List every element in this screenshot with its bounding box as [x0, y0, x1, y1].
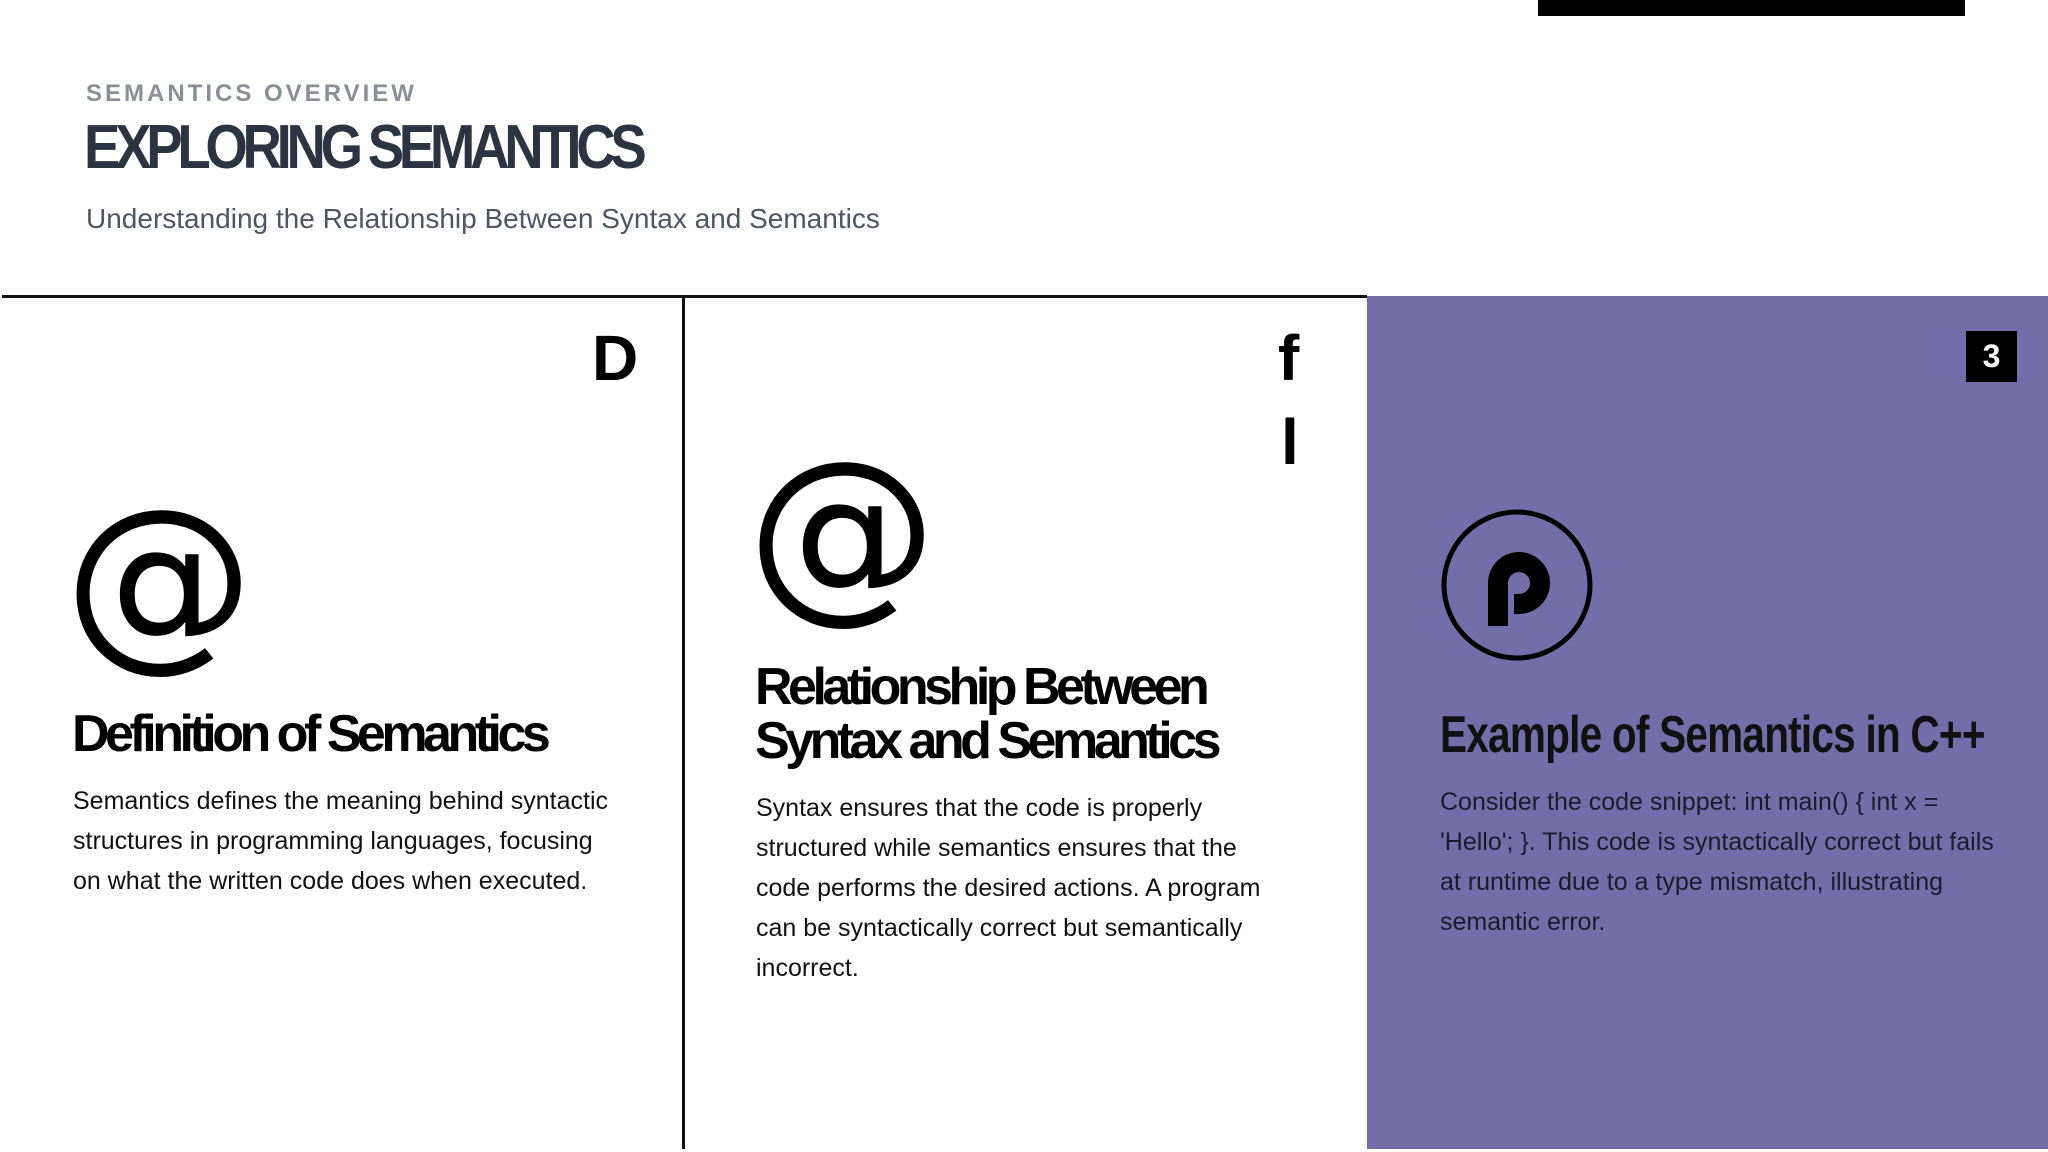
card2-title: [755, 660, 1355, 768]
card2-corner-letter-l: l: [1281, 406, 1299, 478]
page-number-badge: 3: [1966, 331, 2017, 382]
at-sign-icon: @: [747, 420, 937, 641]
card3-body: Consider the code snippet: int main() { int x = 'Hello'; }. This code is syntactically correct but fails at runtime due to a type mismatch, illustrating semantic error.: [1440, 788, 1994, 936]
vertical-divider: [682, 297, 685, 1149]
card3-title: Example of Semantics in C++: [1440, 706, 1985, 764]
card1-corner-letter: D: [592, 322, 639, 394]
card1-title: Definition of Semantics: [72, 705, 547, 763]
page-subtitle: Understanding the Relationship Between Syntax and Semantics: [86, 203, 880, 234]
top-decor-bar: [1538, 0, 1965, 16]
at-sign-icon: @: [64, 468, 254, 689]
page-title: EXPLORING SEMANTICS: [84, 113, 642, 182]
card2-corner-letter-f: f: [1278, 322, 1300, 394]
card2-title-line2: Syntax and Semantics: [755, 712, 1217, 770]
eyebrow-label: SEMANTICS OVERVIEW: [86, 80, 417, 107]
card2-title-line1: Relationship Between: [755, 658, 1206, 716]
card1-body: Semantics defines the meaning behind syntactic structures in programming languages, focusing on what the written code does when executed.: [73, 787, 609, 895]
p-circle-icon: [1440, 508, 1594, 662]
card2-body: Syntax ensures that the code is properly structured while semantics ensures that the code performs the desired actions. A program can be syntactically correct but semantically incorrect.: [756, 794, 1261, 982]
